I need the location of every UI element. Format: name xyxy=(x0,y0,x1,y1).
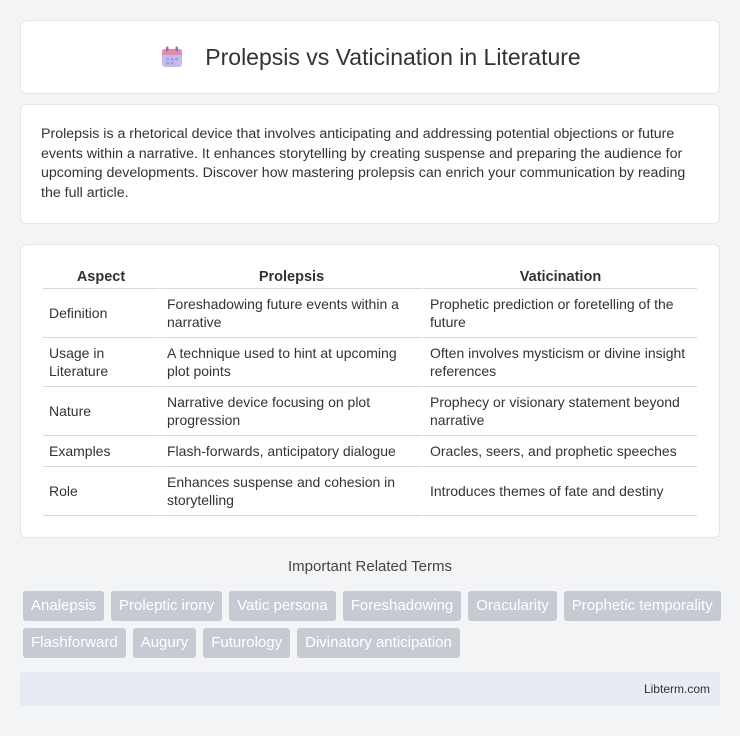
tag-divinatory-anticipation[interactable]: Divinatory anticipation xyxy=(297,628,460,658)
table-row xyxy=(43,289,697,338)
related-terms-list xyxy=(23,591,723,658)
table-cell: Prophetic prediction or foretelling of the future xyxy=(422,289,697,338)
table-cell: Nature xyxy=(43,387,159,436)
table-cell: Often involves mysticism or divine insight references xyxy=(422,338,697,387)
table-cell: Enhances suspense and cohesion in storytelling xyxy=(159,467,422,516)
table-cell: Oracles, seers, and prophetic speeches xyxy=(422,436,697,467)
tag-vatic-persona[interactable]: Vatic persona xyxy=(229,591,336,621)
intro-card xyxy=(20,104,720,224)
page-title: Prolepsis vs Vaticination in Literature xyxy=(205,43,581,70)
table-cell: Usage in Literature xyxy=(43,338,159,387)
table-cell: Examples xyxy=(43,436,159,467)
intro-text: Prolepsis is a rhetorical device that involves anticipating and addressing potential objections or future events within a narrative. It enhances storytelling by creating suspense and preparing the audience for upcoming developments. Discover how mastering prolepsis can enrich your communication by reading the full article. xyxy=(41,126,686,201)
table-cell: Prophecy or visionary statement beyond narrative xyxy=(422,387,697,436)
table-row xyxy=(43,387,697,436)
tag-analepsis[interactable]: Analepsis xyxy=(23,591,104,621)
title-card xyxy=(20,20,720,94)
calendar-icon xyxy=(159,44,185,70)
table-cell: Narrative device focusing on plot progression xyxy=(159,387,422,436)
tag-futurology[interactable]: Futurology xyxy=(203,628,290,658)
table-cell: A technique used to hint at upcoming plot points xyxy=(159,338,422,387)
tag-foreshadowing[interactable]: Foreshadowing xyxy=(343,591,462,621)
table-cell: Role xyxy=(43,467,159,516)
table-cell: Definition xyxy=(43,289,159,338)
tag-proleptic-irony[interactable]: Proleptic irony xyxy=(111,591,222,621)
table-header-row xyxy=(43,263,697,289)
footer-site-link[interactable]: Libterm.com xyxy=(643,682,710,696)
header-prolepsis: Prolepsis xyxy=(159,263,422,289)
table-row xyxy=(43,338,697,387)
table-row xyxy=(43,467,697,516)
header-aspect: Aspect xyxy=(43,263,159,289)
table-cell: Flash-forwards, anticipatory dialogue xyxy=(159,436,422,467)
related-terms-heading: Important Related Terms xyxy=(288,558,452,575)
comparison-table xyxy=(43,263,697,516)
comparison-table-card xyxy=(20,244,720,538)
header-vaticination: Vaticination xyxy=(422,263,697,289)
table-row xyxy=(43,436,697,467)
tag-prophetic-temporality[interactable]: Prophetic temporality xyxy=(564,591,721,621)
footer xyxy=(20,672,720,706)
table-cell: Foreshadowing future events within a narrative xyxy=(159,289,422,338)
tag-flashforward[interactable]: Flashforward xyxy=(23,628,126,658)
tag-oracularity[interactable]: Oracularity xyxy=(468,591,557,621)
tag-augury[interactable]: Augury xyxy=(133,628,197,658)
table-cell: Introduces themes of fate and destiny xyxy=(422,467,697,516)
